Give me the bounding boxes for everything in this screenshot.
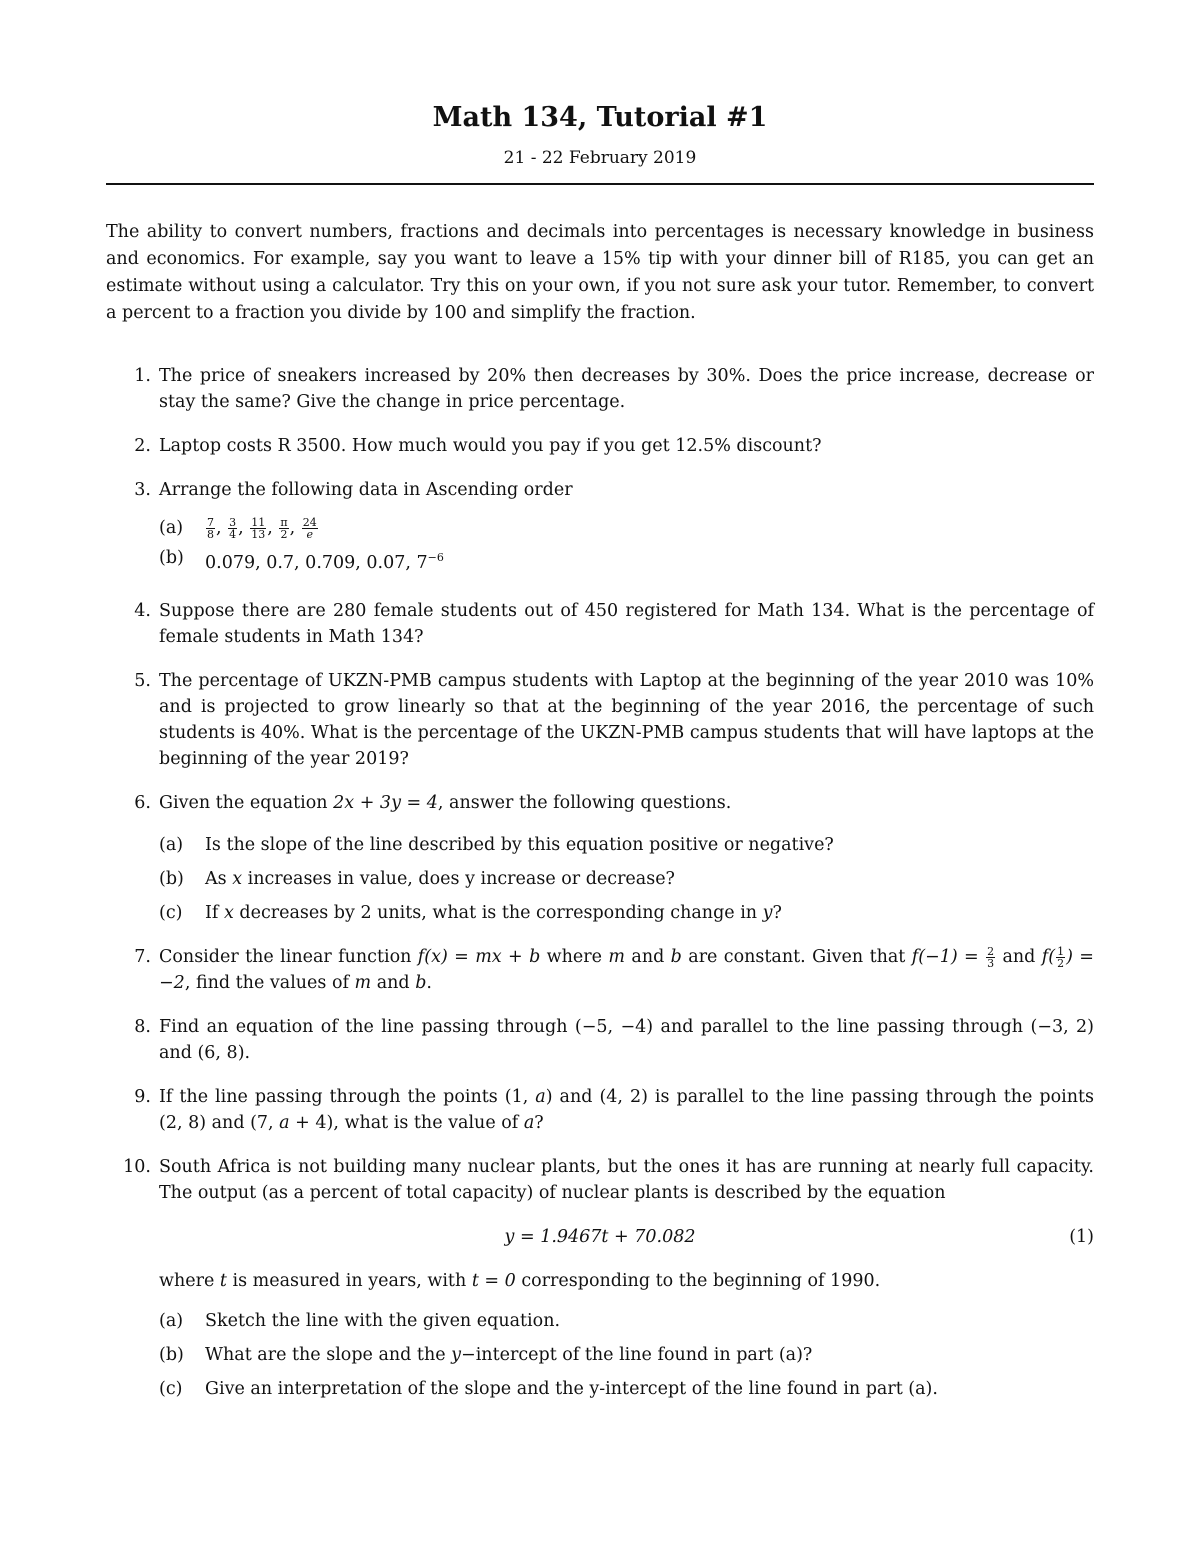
question-3: [106, 477, 1094, 503]
equation: 2x + 3y = 4: [333, 792, 438, 813]
question-text: The price of sneakers increased by 20% then decreases by 30%. Does the price increase, decrease or stay the same? Give the change in price percentage.: [159, 366, 1094, 412]
subpart-label: (a): [159, 1310, 184, 1331]
question-10a: [106, 1308, 1094, 1334]
subpart-label: (c): [159, 902, 183, 923]
question-text: Find an equation of the line passing through (−5, −4) and parallel to the line passing through (−3, 2) and (6, 8).: [159, 1016, 1094, 1063]
question-number: 5.: [134, 670, 151, 691]
question-number: 7.: [134, 946, 151, 967]
subpart-label: (b): [159, 548, 184, 568]
question-10: [106, 1154, 1094, 1206]
question-8: [106, 1014, 1094, 1066]
question-number: 6.: [134, 792, 151, 813]
subpart-label: (c): [159, 1378, 183, 1399]
question-5: [106, 668, 1094, 772]
question-number: 8.: [134, 1016, 151, 1037]
question-10c: [106, 1376, 1094, 1402]
question-number: 4.: [134, 600, 151, 621]
question-number: 2.: [134, 436, 151, 456]
question-1: [106, 363, 1094, 415]
question-3a: (a) $\frac{7}{8}$ , $\frac{3}{4}$ , $\frac{11}{13}$ , $\frac{\pi}{2}$ , $\frac{24}{e}$: [106, 513, 1094, 543]
question-3b: [106, 545, 1094, 576]
question-text-post: , answer the following questions.: [437, 792, 732, 813]
subpart-label: (a): [159, 834, 184, 855]
question-6a: [106, 832, 1094, 858]
equation-number: (1): [1069, 1226, 1094, 1247]
page-title: Math 134, Tutorial #1: [432, 102, 768, 133]
question-9: 9. If the line passing through the points (1, a) and (4, 2) is parallel to the line passing through the points (2, 8) and (7, a + 4), what is the value of a?: [106, 1084, 1094, 1136]
subpart-text: Sketch the line with the given equation.: [205, 1310, 561, 1331]
fraction: $\frac{3}{4}$: [229, 516, 237, 541]
question-text: The percentage of UKZN-PMB campus students with Laptop at the beginning of the year 2010 was 10% and is projected to grow linearly so that at the beginning of the year 2016, the percentage of such students is 40%. What is the percentage of the UKZN-PMB campus students that will have laptops at the beginning of the year 2019?: [159, 670, 1094, 769]
equation-row: [106, 1222, 1094, 1252]
question-6: [106, 790, 1094, 816]
fraction: $\frac{24}{e}$: [302, 516, 317, 541]
fraction: $\frac{11}{13}$: [251, 516, 266, 541]
tutorial-date: 21 - 22 February 2019: [503, 148, 697, 168]
question-text: Arrange the following data in Ascending order: [159, 480, 573, 500]
question-text: Given the equation: [159, 792, 334, 813]
question-number: 1.: [134, 366, 151, 386]
intro-paragraph: The ability to convert numbers, fractions and decimals into percentages is necessary knowledge in business and economics. For example, say you want to leave a 15% tip with your dinner bill of R185, you can get an estimate without using a calculator. Try this on your own, if you not sure ask your tutor. Remember, to convert a percent to a fraction you divide by 100 and simplify the fraction.: [106, 222, 1094, 323]
question-2: [106, 433, 1094, 459]
question-text: South Africa is not building many nuclear plants, but the ones it has are running at nearly full capacity. The output (as a percent of total capacity) of nuclear plants is described by the equation: [159, 1156, 1094, 1203]
question-number: 9.: [134, 1086, 151, 1107]
question-10b: (b) What are the slope and the y−intercept of the line found in part (a)?: [106, 1342, 1094, 1368]
fraction: $\frac{1}{2}$: [1057, 944, 1065, 970]
header-divider: [106, 183, 1094, 185]
question-number: 3.: [134, 480, 151, 500]
subpart-label: (b): [159, 1344, 184, 1365]
question-6b: (b) As x increases in value, does y increase or decrease?: [106, 866, 1094, 892]
fraction: $\frac{\pi}{2}$: [280, 516, 288, 541]
subpart-text: 0.079, 0.7, 0.709, 0.07, 7: [205, 552, 428, 573]
subpart-text: Is the slope of the line described by this equation positive or negative?: [205, 834, 834, 855]
subpart-label: (b): [159, 868, 184, 889]
question-text: Suppose there are 280 female students out of 450 registered for Math 134. What is the percentage of female students in Math 134?: [159, 600, 1094, 647]
question-7: 7. Consider the linear function f(x) = mx + b where m and b are constant. Given that f(−1) = $\frac{2}{3}$ and f( $\frac{1}{2}$ ) = −2, find the values of m and b.: [106, 944, 1094, 996]
subpart-text: Give an interpretation of the slope and the y-intercept of the line found in part (a).: [205, 1378, 938, 1399]
question-text: Laptop costs R 3500. How much would you pay if you get 12.5% discount?: [159, 436, 822, 456]
tutorial-page: [106, 100, 1094, 1402]
question-6c: (c) If x decreases by 2 units, what is the corresponding change in y?: [106, 900, 1094, 926]
exponent: −6: [427, 551, 444, 564]
question-4: [106, 598, 1094, 650]
subpart-label: (a): [159, 518, 184, 538]
fraction: $\frac{7}{8}$: [207, 516, 214, 541]
question-number: 10.: [123, 1156, 151, 1177]
fraction: $\frac{2}{3}$: [987, 944, 995, 970]
equation: y = 1.9467t + 70.082: [504, 1226, 696, 1247]
question-10-note: where t is measured in years, with t = 0 corresponding to the beginning of 1990.: [159, 1270, 881, 1291]
